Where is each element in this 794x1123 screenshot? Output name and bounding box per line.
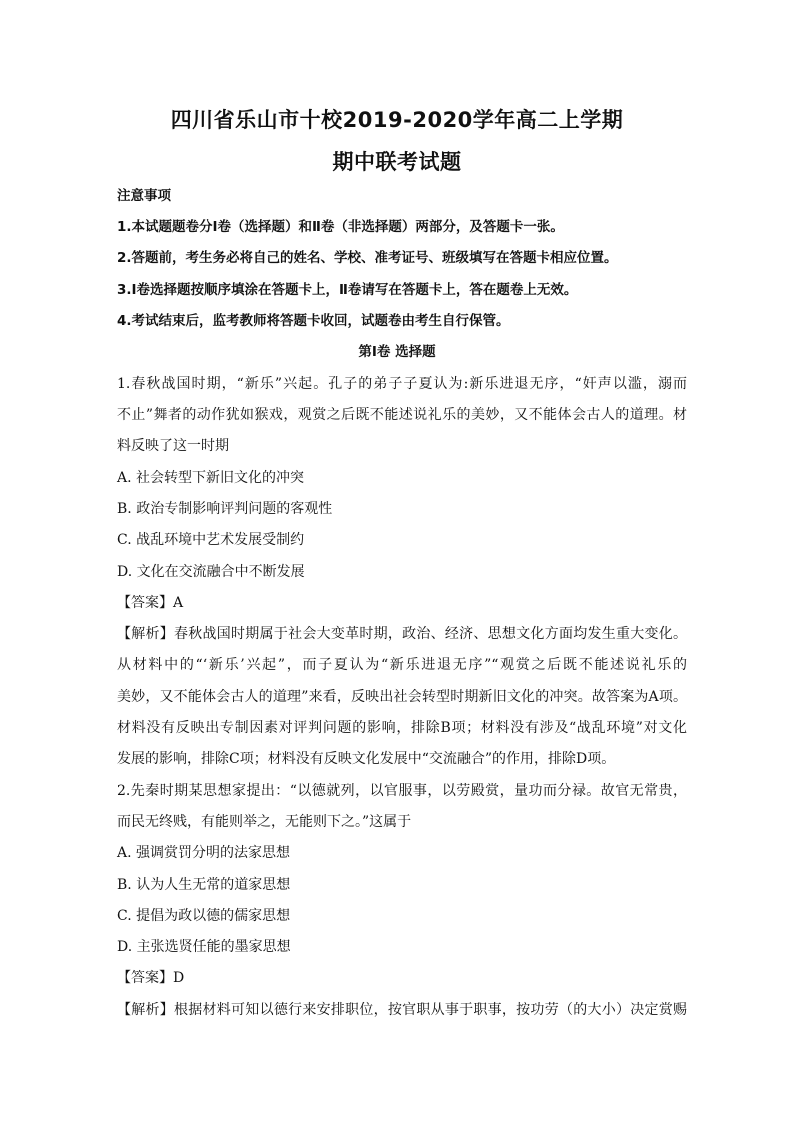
q1-analysis-line: 美妙，又不能体会古人的道理”来看，反映出社会转型时期新旧文化的冲突。故答案为A项。 bbox=[117, 689, 687, 705]
q2-answer: 【答案】D bbox=[117, 970, 185, 986]
notes-heading: 注意事项 bbox=[117, 188, 171, 204]
q1-option-d: D. 文化在交流融合中不断发展 bbox=[117, 564, 305, 580]
q2-option-b: B. 认为人生无常的道家思想 bbox=[117, 877, 291, 893]
q1-analysis-line: 从材料中的“‘新乐’兴起”，而子夏认为“新乐进退无序”“观赏之后既不能述说礼乐的 bbox=[117, 657, 687, 673]
q1-stem-line: 1.春秋战国时期，“新乐”兴起。孔子的弟子子夏认为:新乐进退无序，“奸声以滥，溺而 bbox=[117, 376, 687, 392]
q1-analysis-line: 【解析】春秋战国时期属于社会大变革时期，政治、经济、思想文化方面均发生重大变化。 bbox=[117, 626, 687, 642]
q2-analysis-line: 【解析】根据材料可知以德行来安排职位，按官职从事于职事，按功劳（的大小）决定赏赐 bbox=[117, 1002, 687, 1018]
note-item: 4.考试结束后，监考教师将答题卡收回，试题卷由考生自行保管。 bbox=[117, 313, 510, 329]
q1-option-a: A. 社会转型下新旧文化的冲突 bbox=[117, 470, 305, 486]
q1-analysis-line: 材料没有反映出专制因素对评判问题的影响，排除B项；材料没有涉及“战乱环境”对文化 bbox=[117, 720, 687, 736]
note-item: 1.本试题题卷分Ⅰ卷（选择题）和Ⅱ卷（非选择题）两部分，及答题卡一张。 bbox=[117, 219, 564, 235]
section-title: 第Ⅰ卷 选择题 bbox=[358, 344, 436, 360]
q1-answer: 【答案】A bbox=[117, 595, 184, 611]
q2-stem-line: 2.先秦时期某思想家提出：“以德就列，以官服事，以劳殿赏，量功而分禄。故官无常贵， bbox=[117, 783, 687, 799]
q2-option-c: C. 提倡为政以德的儒家思想 bbox=[117, 908, 291, 924]
q1-option-b: B. 政治专制影响评判问题的客观性 bbox=[117, 501, 333, 517]
q1-stem-line: 料反映了这一时期 bbox=[117, 438, 229, 454]
title-line-1: 四川省乐山市十校2019-2020学年高二上学期 bbox=[170, 108, 624, 132]
q1-option-c: C. 战乱环境中艺术发展受制约 bbox=[117, 532, 305, 548]
q2-option-d: D. 主张选贤任能的墨家思想 bbox=[117, 939, 291, 955]
q2-stem-line: 而民无终贱，有能则举之，无能则下之。”这属于 bbox=[117, 814, 412, 830]
q2-option-a: A. 强调赏罚分明的法家思想 bbox=[117, 845, 291, 861]
note-item: 3.Ⅰ卷选择题按顺序填涂在答题卡上，Ⅱ卷请写在答题卡上，答在题卷上无效。 bbox=[117, 282, 578, 298]
title-line-2: 期中联考试题 bbox=[332, 150, 462, 174]
note-item: 2.答题前，考生务必将自己的姓名、学校、准考证号、班级填写在答题卡相应位置。 bbox=[117, 250, 618, 266]
q1-analysis-line: 发展的影响，排除C项；材料没有反映文化发展中“交流融合”的作用，排除D项。 bbox=[117, 751, 616, 767]
q1-stem-line: 不止”舞者的动作犹如猴戏，观赏之后既不能述说礼乐的美妙，又不能体会古人的道理。材 bbox=[117, 407, 687, 423]
